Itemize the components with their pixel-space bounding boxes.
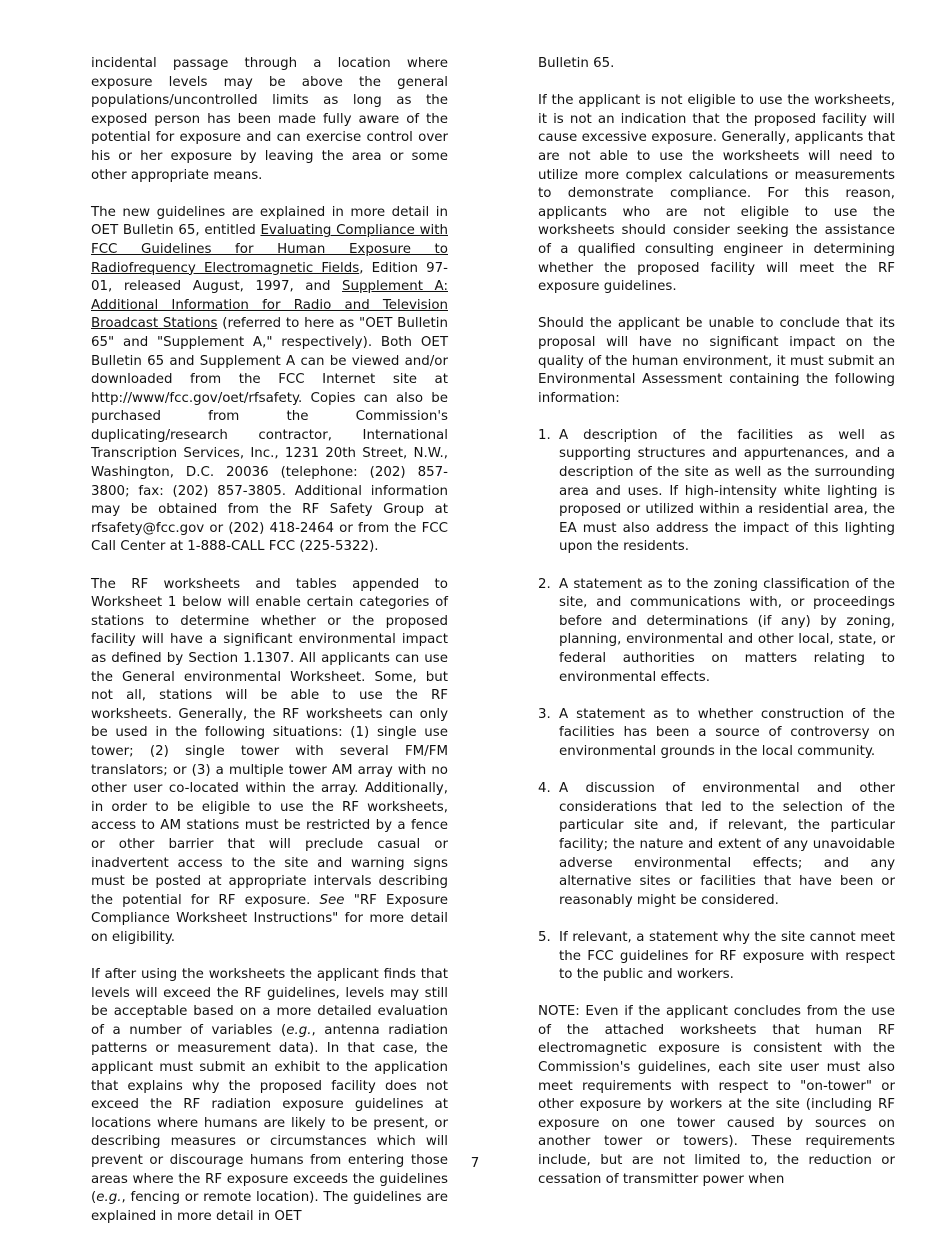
paragraph-note: NOTE: Even if the applicant concludes from the use of the attached worksheets that human RF electromagnetic exposure is consistent with the Commission's guidelines, each site user must also meet requirements with respect to "on-tower" or other exposure by workers at the site (including RF exposure on one tower caused by sources on another tower or towers). These requirements include, but are not limited to, the reduction or cessation of transmitter power when <box>538 1004 895 1187</box>
underlined-title-supplement-a: Supplement A: Additional Information for Radio and Television Broadcast Stations <box>91 279 448 332</box>
list-item <box>538 427 895 557</box>
list-text: A statement as to whether construction of the facilities has been a source of controversy on environmental grounds in the local community. <box>559 706 895 759</box>
text-run: "RF Exposure Compliance Worksheet Instructions" for more detail on eligibility. <box>91 892 449 945</box>
list-item <box>538 706 895 762</box>
paragraph-environmental-assessment: Should the applicant be unable to conclude that its proposal will have no significant impact on the quality of the human environment, it must submit an Environmental Assessment containing the following information: <box>538 316 895 406</box>
paragraph-exceed-guidelines <box>91 966 448 1226</box>
text-run: , fencing or remote location). The guidelines are explained in more detail in OET <box>91 1190 448 1224</box>
list-item <box>538 780 895 910</box>
list-number: 3. <box>538 706 551 722</box>
page-number: 7 <box>470 1156 480 1171</box>
list-text: If relevant, a statement why the site cannot meet the FCC guidelines for RF exposure with respect to the public and workers. <box>559 929 895 983</box>
ea-requirements-list <box>538 427 895 985</box>
paragraph-not-eligible: If the applicant is not eligible to use the worksheets, it is not an indication that the proposed facility will cause excessive exposure. Generally, applicants that are not able to use the worksheets will need to utilize more complex calculations or measurements to demonstrate compliance. For this reason, applicants who are not eligible to use the worksheets should consider seeking the assistance of a qualified consulting engineer in determining whether the proposed facility will meet the RF exposure guidelines. <box>538 93 895 295</box>
left-column <box>91 55 448 1245</box>
list-text: A discussion of environmental and other considerations that led to the selection of the particular site and, if relevant, the particular facility; the nature and extent of any unavoidable adverse environmental effects; and any alternative sites or facilities that have been or reasonably might be considered. <box>559 781 895 908</box>
paragraph-exposure-passage: incidental passage through a location where exposure levels may be above the general populations/uncontrolled limits as long as the exposed person has been made fully aware of the potential for exposure and can exercise control over his or her exposure by leaving the area or some other appropriate means. <box>91 56 448 183</box>
text-run: If after using the worksheets the applicant finds that levels will exceed the RF guidelines, levels may still be acceptable based on a more detailed evaluation of a number of variables ( <box>91 967 448 1038</box>
list-number: 5. <box>538 929 551 945</box>
list-number: 1. <box>538 427 551 443</box>
list-number: 4. <box>538 781 551 797</box>
text-run: The new guidelines are explained in more detail in OET Bulletin 65, entitled <box>91 204 448 239</box>
italic-eg: e.g. <box>286 1022 312 1038</box>
paragraph-rf-worksheets <box>91 576 448 948</box>
text-run: , Edition 97-01, released August, 1997, and <box>91 260 448 295</box>
paragraph-oet-bulletin <box>91 204 448 557</box>
text-run: The RF worksheets and tables appended to Worksheet 1 below will enable certain categories of stations to determine whether or the proposed facility will have a significant environmental impact as defined by Section 1.1307. All applicants can use the General environmental Worksheet. Some, but not all, stations will be able to use the RF worksheets. Generally, the RF worksheets can only be used in the following situations: (1) single use tower; (2) single tower with several FM/FM translators; or (3) a multiple tower AM array with no other user co-located within the array. Additionally, in order to be eligible to use the RF worksheets, access to AM stations must be restricted by a fence or other barrier that will preclude casual or inadvertent access to the site and warning signs must be posted at appropriate intervals describing the potential for RF exposure. <box>91 576 448 908</box>
list-item <box>538 929 895 985</box>
list-text: A description of the facilities as well as supporting structures and appurtenances, and a description of the site as well as the surrounding area and uses. If high-intensity white lighting is proposed or utilized within a residential area, the EA must also address the impact of this lighting upon the residents. <box>559 427 895 555</box>
paragraph-bulletin-65: Bulletin 65. <box>538 56 615 71</box>
list-item <box>538 576 895 688</box>
text-run: , antenna radiation patterns or measurement data). In that case, the applicant must submit an exhibit to the application that explains why the proposed facility does not exceed the RF radiation exposure guidelines at locations where humans are likely to be present, or describing measures or circumstances which will prevent or discourage humans from entering those areas where the RF exposure exceeds the guidelines ( <box>91 1022 448 1206</box>
right-column <box>538 55 895 1208</box>
italic-eg: e.g. <box>96 1190 122 1206</box>
italic-see: See <box>319 892 345 908</box>
underlined-title-oet-65: Evaluating Compliance with FCC Guidelines for Human Exposure to Radiofrequency Electromagnetic Fields <box>91 223 448 276</box>
list-text: A statement as to the zoning classification of the site, and communications with, or proceedings before and determinations (if any) by zoning, planning, environmental and other local, state, or federal authorities on matters relating to environmental effects. <box>559 576 895 685</box>
text-run: (referred to here as "OET Bulletin 65" and "Supplement A," respectively). Both OET Bulletin 65 and Supplement A can be viewed and/or downloaded from the FCC Internet site at http://www/fcc.gov/oet/rfsafety. Copies can also be purchased from the Commission's duplicating/research contractor, International Transcription Services, Inc., 1231 20th Street, N.W., Washington, D.C. 20036 (telephone: (202) 857-3800; fax: (202) 857-3805. Additional information may be obtained from the RF Safety Group at rfsafety@fcc.gov or (202) 418-2464 or from the FCC Call Center at 1-888-CALL FCC (225-5322). <box>91 316 448 555</box>
list-number: 2. <box>538 576 551 592</box>
